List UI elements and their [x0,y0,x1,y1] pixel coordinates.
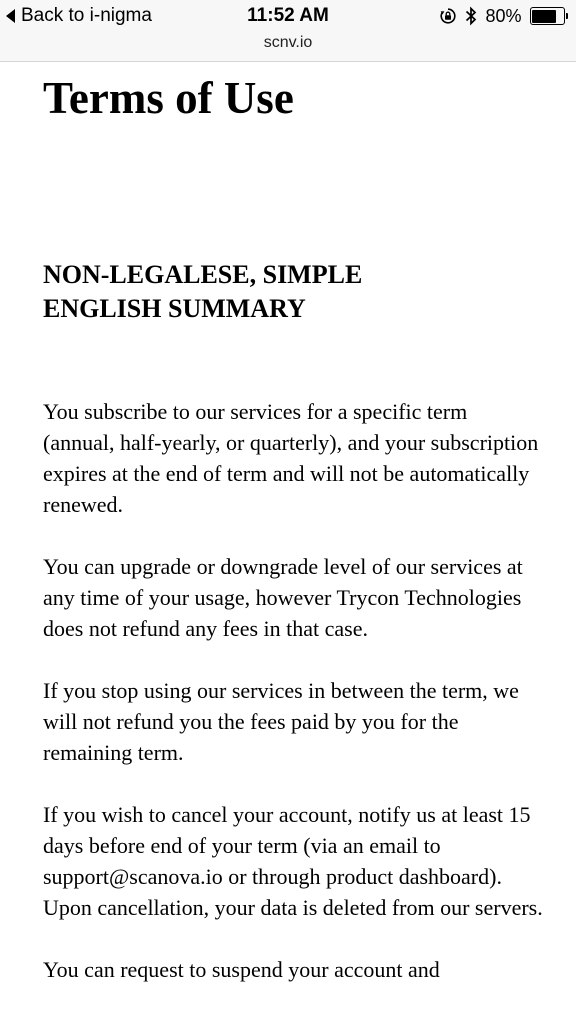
section-heading [43,258,543,326]
address-bar[interactable] [0,32,576,54]
url-text: scnv.io [263,34,313,51]
summary-paragraph-cancel: If you wish to cancel your account, notify us at least 15 days before end of your term (via an email to support@scanova.io or through product dashboard). Upon cancellation, your data is deleted from our servers. [43,802,543,920]
summary-paragraph-upgrade: You can upgrade or downgrade level of our services at any time of your usage, however Trycon Technologies does not refund any fees in that case. [43,554,523,641]
battery-icon [530,7,569,25]
section-heading-line-2: ENGLISH SUMMARY [43,294,306,323]
status-indicators [439,3,568,29]
page-title: Terms of Use [43,73,294,123]
back-chevron-icon [6,9,15,23]
back-label: Back to i-nigma [21,5,152,26]
bluetooth-icon [465,6,477,26]
summary-paragraph-stop-using: If you stop using our services in between the term, we will not refund you the fees paid by you for the remaining term. [43,678,519,765]
summary-paragraph-subscription: You subscribe to our services for a specific term (annual, half-yearly, or quarterly), and your subscription expires at the end of term and will not be automatically renewed. [43,399,539,517]
back-to-app-button[interactable] [6,3,152,29]
page-content [43,62,543,985]
battery-percentage: 80% [485,5,522,26]
top-bar [0,0,576,62]
summary-paragraph-suspend: You can request to suspend your account and [43,957,440,982]
section-heading-line-1: NON-LEGALESE, SIMPLE [43,260,363,289]
time-text: 11:52 AM [247,5,329,26]
orientation-lock-icon [439,7,457,25]
